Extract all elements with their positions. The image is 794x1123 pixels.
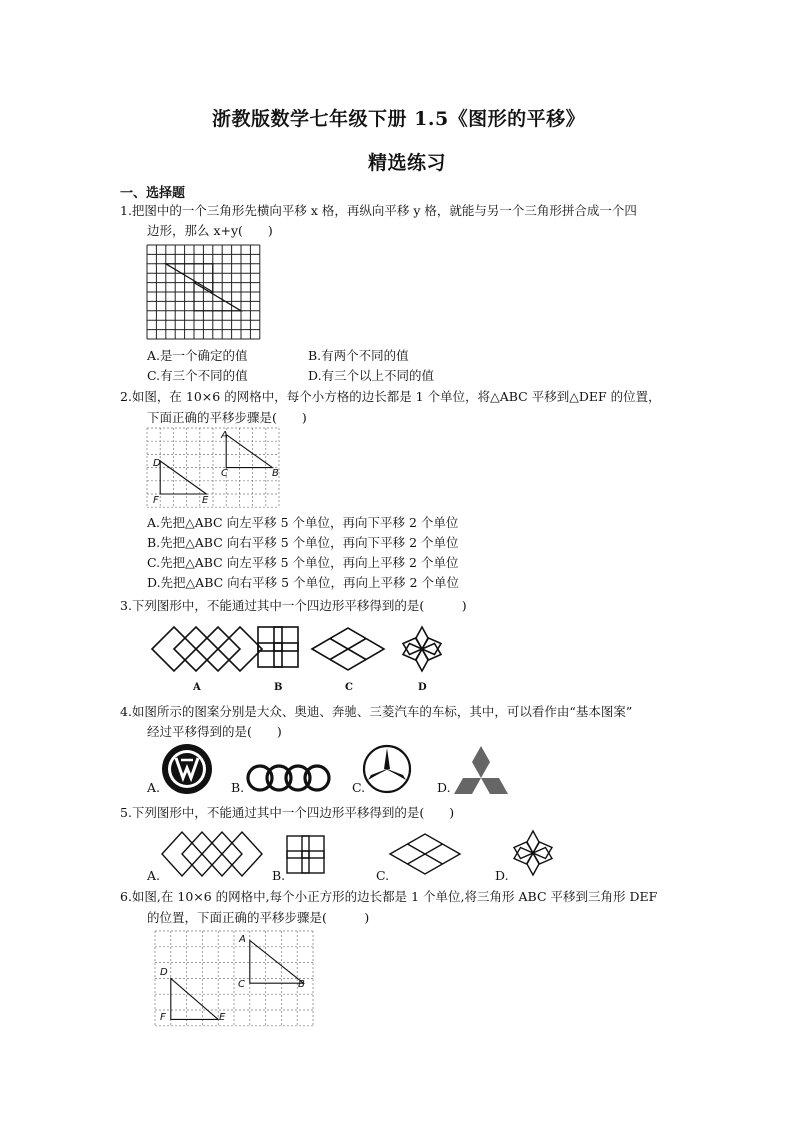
q3-b-square-4: [274, 643, 298, 667]
q1-grid-figure: [147, 245, 262, 340]
q2-label-c: C: [221, 468, 228, 479]
q1-option-d[interactable]: D.有三个以上不同的值: [308, 368, 435, 383]
section-heading: 一、选择题: [120, 186, 186, 201]
q1-option-a[interactable]: A.是一个确定的值: [147, 348, 248, 363]
q1-line1: 1.把图中的一个三角形先横向平移 x 格，再纵向平移 y 格，就能与另一个三角形拼合成一个四: [120, 203, 637, 218]
q1-triangle-lower: [194, 283, 241, 311]
q6-label-d: D: [160, 967, 168, 978]
q6-label-f: F: [160, 1012, 166, 1023]
audi-logo-icon: [248, 766, 329, 790]
q2-grid-figure: [147, 428, 287, 510]
q1-triangle-upper: [166, 264, 213, 292]
q6-triangle-def: [171, 978, 218, 1019]
mercedes-logo-icon: [364, 746, 410, 792]
q5-caption-d[interactable]: D.: [495, 868, 509, 883]
page-title: 浙教版数学七年级下册 1.5《图形的平移》: [212, 108, 586, 130]
q4-caption-a[interactable]: A.: [147, 780, 161, 795]
q3-caption-d: D: [418, 682, 427, 693]
q6-grid-lines: [155, 931, 313, 1026]
q6-label-b: B: [298, 979, 305, 990]
q2-label-e: E: [202, 495, 209, 506]
q3-b-square-1: [258, 627, 282, 651]
q2-label-b: B: [272, 468, 279, 479]
page-subtitle: 精选练习: [368, 152, 447, 174]
q1-option-b[interactable]: B.有两个不同的值: [308, 348, 409, 363]
q2-line1: 2.如图，在 10×6 的网格中，每个小方格的边长都是 1 个单位，将△ABC 平移到△DEF 的位置，: [120, 389, 661, 404]
q4-caption-b[interactable]: B.: [231, 780, 245, 795]
q6-grid-figure: [155, 931, 315, 1027]
q6-line1: 6.如图,在 10×6 的网格中,每个小正方形的边长都是 1 个单位,将三角形 ABC 平移到三角形 DEF: [120, 889, 658, 904]
q5-caption-a[interactable]: A.: [147, 868, 161, 883]
q4-line1: 4.如图所示的图案分别是大众、奥迪、奔驰、三菱汽车的车标，其中，可以看作由“基本图案”: [120, 704, 633, 719]
q3-b-square-2: [274, 627, 298, 651]
q6-label-a: A: [239, 934, 246, 945]
q3-figures: [150, 622, 450, 678]
q4-line2: 经过平移得到的是( ): [147, 724, 282, 739]
q2-option-c[interactable]: C.先把△ABC 向左平移 5 个单位，再向上平移 2 个单位: [147, 555, 459, 570]
q3-d-star: [403, 627, 441, 671]
q5-caption-c[interactable]: C.: [376, 868, 390, 883]
q3-caption-c: C: [345, 682, 353, 693]
q3-caption-a: A: [193, 682, 201, 693]
q2-option-d[interactable]: D.先把△ABC 向右平移 5 个单位，再向上平移 2 个单位: [147, 575, 459, 590]
q5-figures: [160, 824, 560, 882]
q4-logos: [160, 742, 510, 796]
q2-option-a[interactable]: A.先把△ABC 向左平移 5 个单位，再向下平移 2 个单位: [147, 515, 459, 530]
q2-label-a: A: [221, 430, 228, 441]
q5-line1: 5.下列图形中，不能通过其中一个四边形平移得到的是( ): [120, 805, 455, 820]
q1-option-c[interactable]: C.有三个不同的值: [147, 368, 248, 383]
q6-label-c: C: [238, 979, 245, 990]
q3-line1: 3.下列图形中，不能通过其中一个四边形平移得到的是( ): [120, 598, 467, 613]
q3-caption-b: B: [274, 682, 283, 693]
q6-label-e: E: [219, 1012, 226, 1023]
q2-label-d: D: [153, 458, 161, 469]
q3-b-square-3: [258, 643, 282, 667]
q1-grid-lines: [147, 245, 260, 339]
q5-caption-b[interactable]: B.: [272, 868, 286, 883]
q6-line2: 的位置，下面正确的平移步骤是( ): [147, 910, 370, 925]
vw-logo-icon: [162, 744, 212, 794]
q2-label-f: F: [153, 495, 159, 506]
q2-triangle-abc: [226, 435, 272, 468]
q2-option-b[interactable]: B.先把△ABC 向右平移 5 个单位，再向下平移 2 个单位: [147, 535, 459, 550]
mitsubishi-logo-icon: [454, 746, 508, 794]
q1-line2: 边形，那么 x+y( ): [147, 223, 273, 238]
q2-line2: 下面正确的平移步骤是( ): [147, 410, 307, 425]
q4-caption-c[interactable]: C.: [352, 780, 366, 795]
q4-caption-d[interactable]: D.: [437, 780, 451, 795]
